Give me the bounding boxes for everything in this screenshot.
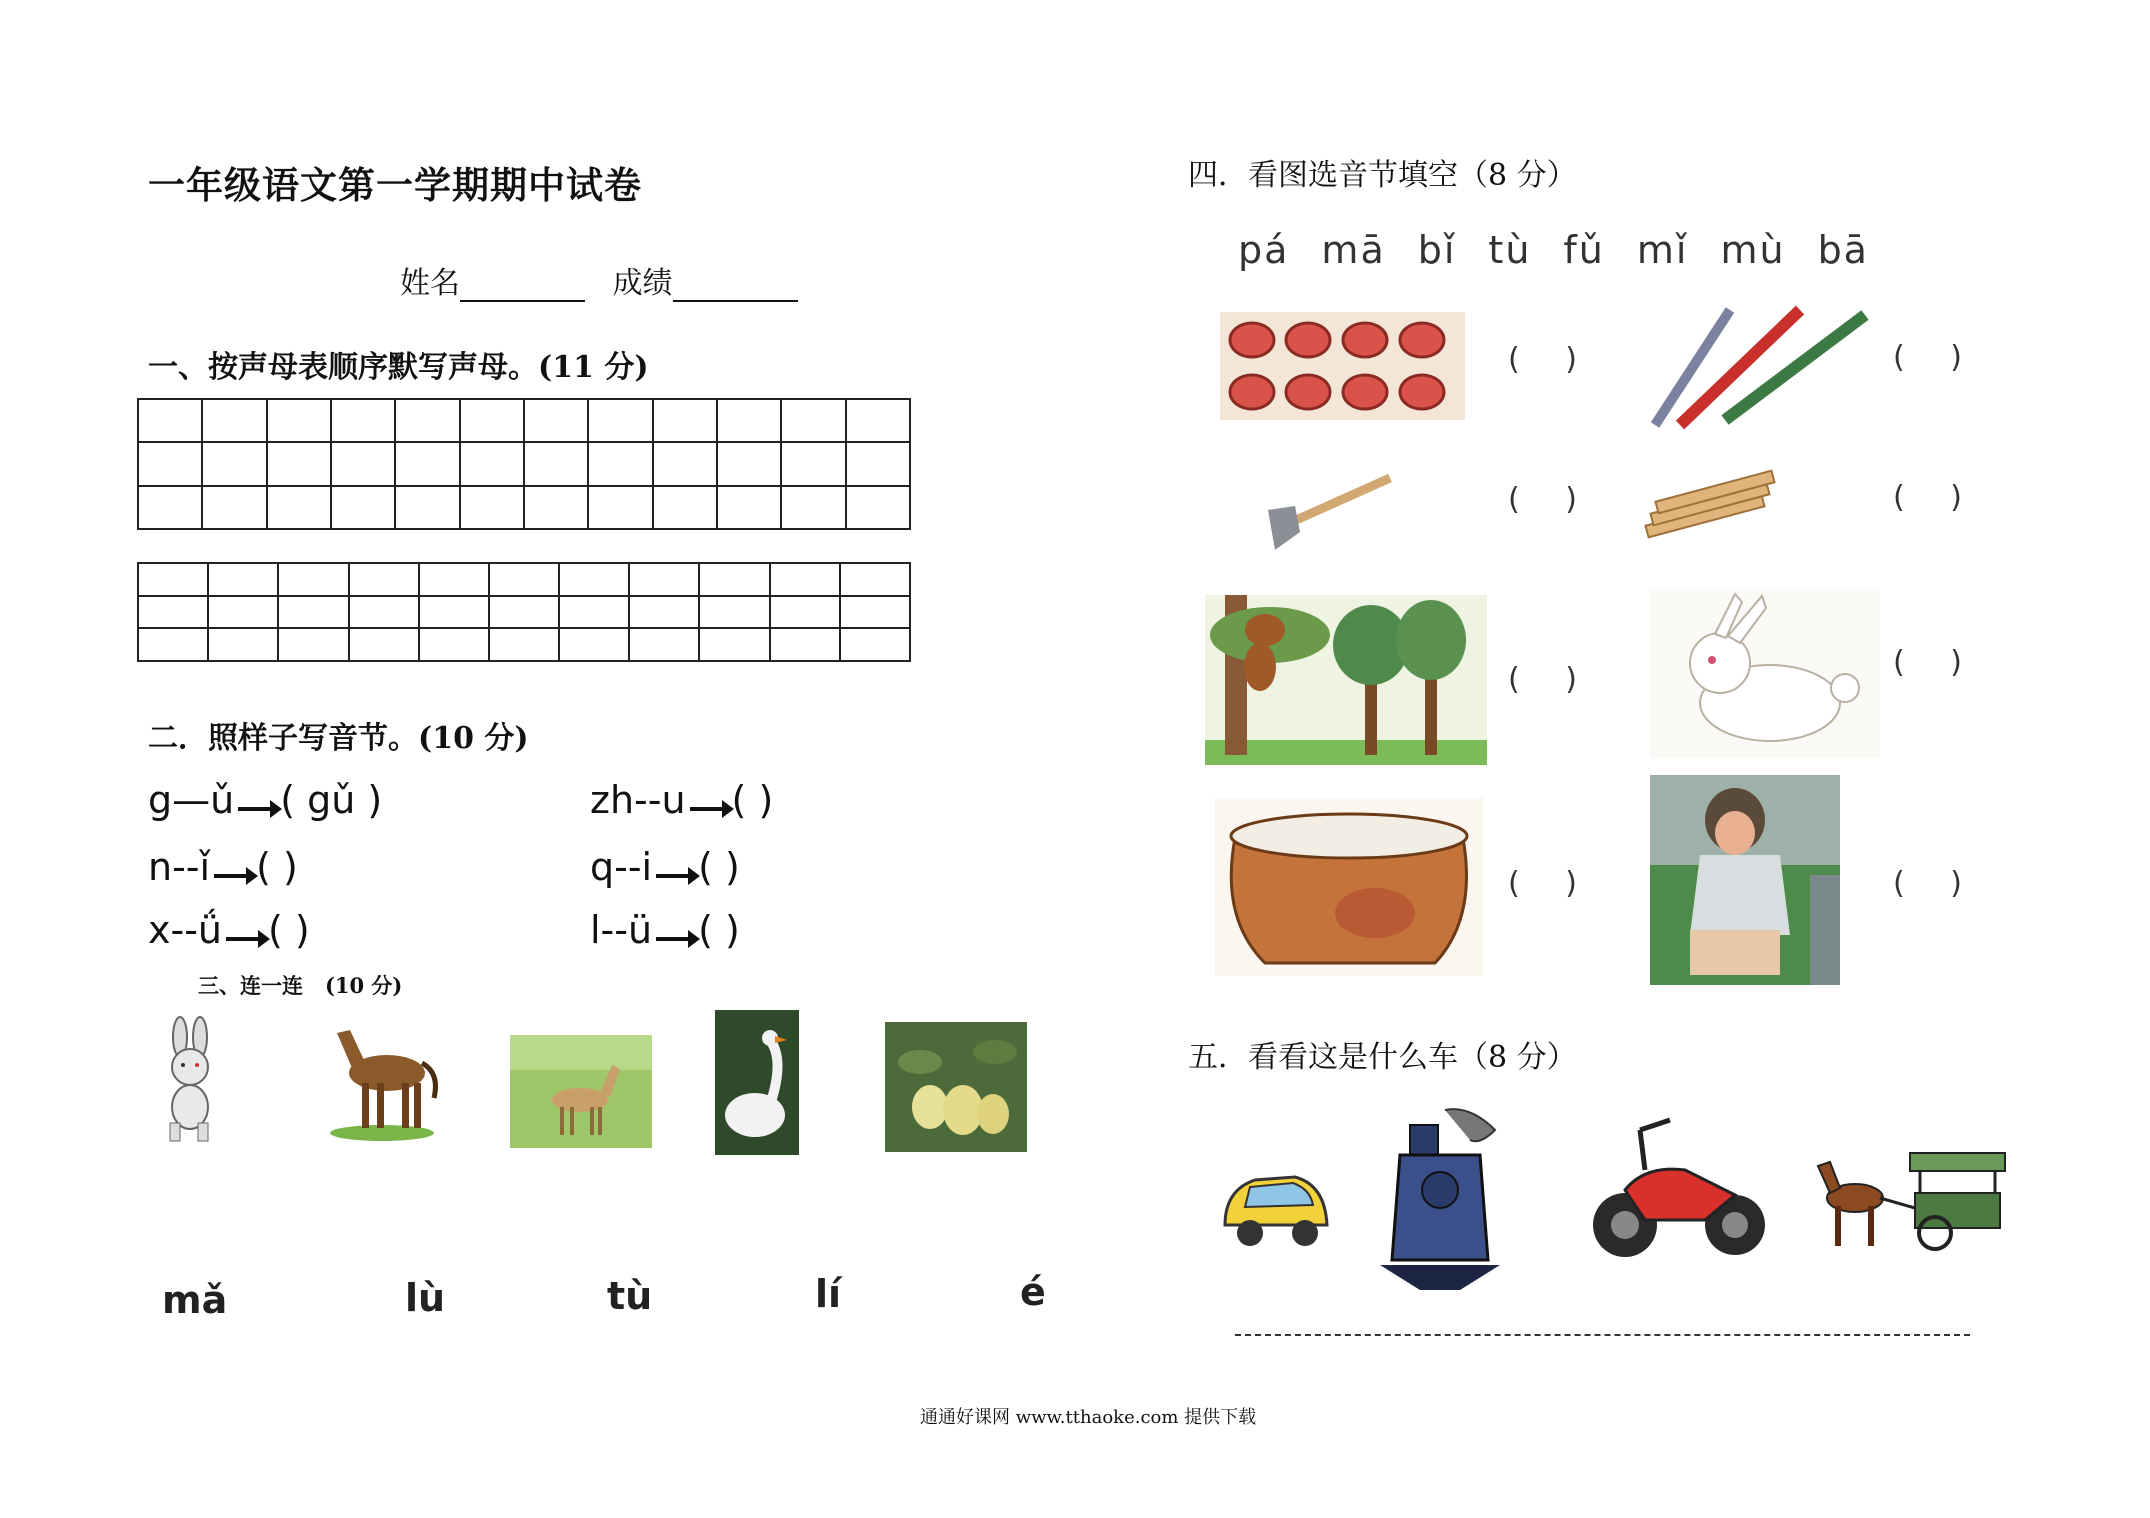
answer-paren[interactable]: ( ) xyxy=(1508,662,1595,697)
answer-paren[interactable]: ( ) xyxy=(1508,342,1595,377)
syllable-left: g—ǔ xyxy=(148,778,235,822)
grid-cell[interactable] xyxy=(770,628,840,661)
grid-cell[interactable] xyxy=(629,563,699,596)
grid-cell[interactable] xyxy=(489,563,559,596)
grid-cell[interactable] xyxy=(267,442,331,485)
grid-cell[interactable] xyxy=(278,628,348,661)
syllable-fu: fǔ xyxy=(1563,228,1605,272)
grid-cell[interactable] xyxy=(395,442,459,485)
syllable-li[interactable]: lí xyxy=(815,1272,842,1316)
grid-cell[interactable] xyxy=(846,399,910,442)
syllable-row-1-right xyxy=(590,778,773,822)
arrow-icon xyxy=(214,874,252,878)
grid-cell[interactable] xyxy=(138,628,208,661)
grid-cell[interactable] xyxy=(699,628,769,661)
motorcycle-icon[interactable] xyxy=(1585,1110,1770,1270)
arrow-icon xyxy=(226,937,264,941)
grid-cell[interactable] xyxy=(781,399,845,442)
axe-icon[interactable] xyxy=(1260,470,1395,555)
section3-title: 三、连一连 xyxy=(198,973,303,998)
grid-cell[interactable] xyxy=(349,596,419,629)
answer-paren[interactable]: ( ) xyxy=(1893,645,1980,680)
syllable-mu: mù xyxy=(1720,228,1786,272)
grid-cell[interactable] xyxy=(208,628,278,661)
syllable-right: q--i xyxy=(590,845,653,889)
answer-paren[interactable]: ( ) xyxy=(731,778,774,822)
syllable-left: n--ǐ xyxy=(148,845,211,889)
wood-icon[interactable] xyxy=(1640,460,1780,545)
grid-cell[interactable] xyxy=(840,563,910,596)
grid-cell[interactable] xyxy=(202,442,266,485)
grid-cell[interactable] xyxy=(138,442,202,485)
arrow-icon xyxy=(656,874,694,878)
syllable-lu[interactable]: lù xyxy=(405,1276,446,1320)
section1-score: (11 分) xyxy=(538,350,649,385)
grid-cell[interactable] xyxy=(349,563,419,596)
name-field[interactable] xyxy=(460,272,585,302)
grid-cell[interactable] xyxy=(419,628,489,661)
syllable-right: l--ü xyxy=(590,908,653,952)
section2-heading xyxy=(148,713,529,757)
section3-score: (10 分) xyxy=(324,973,403,998)
pens-icon[interactable] xyxy=(1640,300,1875,430)
grid-cell[interactable] xyxy=(395,486,459,529)
grid-cell[interactable] xyxy=(629,596,699,629)
grid-cell[interactable] xyxy=(267,486,331,529)
grid-cell[interactable] xyxy=(419,563,489,596)
syllable-mi: mǐ xyxy=(1636,228,1689,272)
buttons-icon[interactable] xyxy=(1220,312,1465,420)
section2-title: 二．照样子写音节。 xyxy=(148,721,418,756)
deer-icon[interactable] xyxy=(510,1035,652,1148)
answer-line[interactable] xyxy=(1235,1334,1970,1336)
grid-cell[interactable] xyxy=(460,442,524,485)
grid-cell[interactable] xyxy=(699,563,769,596)
syllable-row-3 xyxy=(148,908,310,952)
grid-cell[interactable] xyxy=(717,442,781,485)
grid-cell[interactable] xyxy=(138,596,208,629)
grid-cell[interactable] xyxy=(699,596,769,629)
grid-cell[interactable] xyxy=(770,596,840,629)
grid-cell[interactable] xyxy=(202,399,266,442)
grid-cell[interactable] xyxy=(770,563,840,596)
grid-cell[interactable] xyxy=(460,486,524,529)
grid-cell[interactable] xyxy=(846,486,910,529)
answer-paren[interactable]: ( ) xyxy=(698,908,740,952)
name-score-row xyxy=(400,258,816,302)
grid-cell[interactable] xyxy=(395,399,459,442)
grid-cell[interactable] xyxy=(349,628,419,661)
grid-cell[interactable] xyxy=(208,596,278,629)
section2-score: (10 分) xyxy=(418,721,529,756)
section1-title: 一、按声母表顺序默写声母。 xyxy=(148,350,538,385)
section5-title: 五．看看这是什么车（8 分） xyxy=(1188,1040,1577,1075)
grid-cell[interactable] xyxy=(419,596,489,629)
answer-paren[interactable]: ( ) xyxy=(698,845,740,889)
arrow-icon xyxy=(656,937,694,941)
answer-paren[interactable]: ( ) xyxy=(268,908,310,952)
arrow-icon xyxy=(238,807,276,811)
horse-icon[interactable] xyxy=(322,1018,447,1143)
answer-paren[interactable]: ( ) xyxy=(1508,866,1595,901)
grid-cell[interactable] xyxy=(588,399,652,442)
grid-cell[interactable] xyxy=(278,596,348,629)
grid-cell[interactable] xyxy=(653,442,717,485)
rice-bag-icon[interactable] xyxy=(1215,798,1483,976)
grid-cell[interactable] xyxy=(840,628,910,661)
name-label: 姓名 xyxy=(400,266,460,301)
grid-cell[interactable] xyxy=(524,486,588,529)
syllable-row-2 xyxy=(148,845,298,889)
score-field[interactable] xyxy=(673,272,798,302)
grid-cell[interactable] xyxy=(278,563,348,596)
syllable-left: x--ǘ xyxy=(148,908,222,952)
monkey-icon[interactable] xyxy=(1205,595,1487,765)
answer-paren[interactable]: ( ) xyxy=(1508,482,1595,517)
grid-cell[interactable] xyxy=(840,596,910,629)
syllable-tu: tù xyxy=(1488,228,1532,272)
grid-cell[interactable] xyxy=(559,563,629,596)
grid-cell[interactable] xyxy=(331,399,395,442)
grid-cell[interactable] xyxy=(629,628,699,661)
grid-cell[interactable] xyxy=(653,486,717,529)
syllable-ba: bā xyxy=(1817,228,1869,272)
grid-cell[interactable] xyxy=(559,628,629,661)
grid-cell[interactable] xyxy=(331,486,395,529)
grid-cell[interactable] xyxy=(846,442,910,485)
section4-title: 四．看图选音节填空（8 分） xyxy=(1188,158,1577,193)
score-label: 成绩 xyxy=(612,266,673,301)
grid-cell[interactable] xyxy=(460,399,524,442)
grid-cell[interactable] xyxy=(717,399,781,442)
initials-grid-2[interactable] xyxy=(137,562,911,662)
horse-cart-icon[interactable] xyxy=(1810,1148,2010,1258)
answer-paren[interactable]: ( ) xyxy=(1893,866,1980,901)
grid-cell[interactable] xyxy=(524,399,588,442)
grid-cell[interactable] xyxy=(781,486,845,529)
grid-cell[interactable] xyxy=(489,628,559,661)
syllable-row-1 xyxy=(148,778,382,822)
initials-grid-1[interactable] xyxy=(137,398,911,530)
section1-heading xyxy=(148,342,649,386)
grid-cell[interactable] xyxy=(202,486,266,529)
grid-cell[interactable] xyxy=(653,399,717,442)
syllable-pa: pá xyxy=(1238,228,1290,272)
syllable-e[interactable]: é xyxy=(1020,1270,1046,1314)
section3-heading xyxy=(198,970,402,1000)
footer-text: 通通好课网 www.tthaoke.com 提供下载 xyxy=(920,1407,1257,1428)
train-icon[interactable] xyxy=(1370,1100,1520,1295)
grid-cell[interactable] xyxy=(489,596,559,629)
rabbit-icon[interactable] xyxy=(1650,588,1880,758)
grid-cell[interactable] xyxy=(138,563,208,596)
syllable-ma[interactable]: mǎ xyxy=(162,1278,228,1322)
car-icon[interactable] xyxy=(1215,1155,1335,1255)
grid-cell[interactable] xyxy=(781,442,845,485)
rabbit-icon[interactable] xyxy=(152,1015,232,1145)
answer-paren[interactable]: ( ) xyxy=(256,845,298,889)
grid-cell[interactable] xyxy=(717,486,781,529)
grid-cell[interactable] xyxy=(267,399,331,442)
grid-cell[interactable] xyxy=(588,486,652,529)
grid-cell[interactable] xyxy=(208,563,278,596)
grid-cell[interactable] xyxy=(524,442,588,485)
grid-cell[interactable] xyxy=(559,596,629,629)
grid-cell[interactable] xyxy=(138,399,202,442)
syllable-tu[interactable]: tù xyxy=(607,1274,653,1318)
grid-cell[interactable] xyxy=(138,486,202,529)
grid-cell[interactable] xyxy=(331,442,395,485)
syllable-ma: mā xyxy=(1321,228,1386,272)
syllable-bi: bǐ xyxy=(1417,228,1457,272)
syllable-row-3-right xyxy=(590,908,740,952)
section4-syllable-bank xyxy=(1238,228,1901,272)
pear-icon[interactable] xyxy=(885,1022,1027,1152)
syllable-row-2-right xyxy=(590,845,740,889)
mother-icon[interactable] xyxy=(1650,775,1840,985)
answer-paren[interactable]: ( ) xyxy=(1893,480,1980,515)
arrow-icon xyxy=(690,807,728,811)
goose-icon[interactable] xyxy=(715,1010,799,1155)
syllable-right: zh--u xyxy=(590,778,686,822)
page-title: 一年级语文第一学期期中试卷 xyxy=(148,164,642,207)
grid-cell[interactable] xyxy=(588,442,652,485)
answer-paren[interactable]: ( gǔ ) xyxy=(280,778,383,822)
answer-paren[interactable]: ( ) xyxy=(1893,340,1980,375)
